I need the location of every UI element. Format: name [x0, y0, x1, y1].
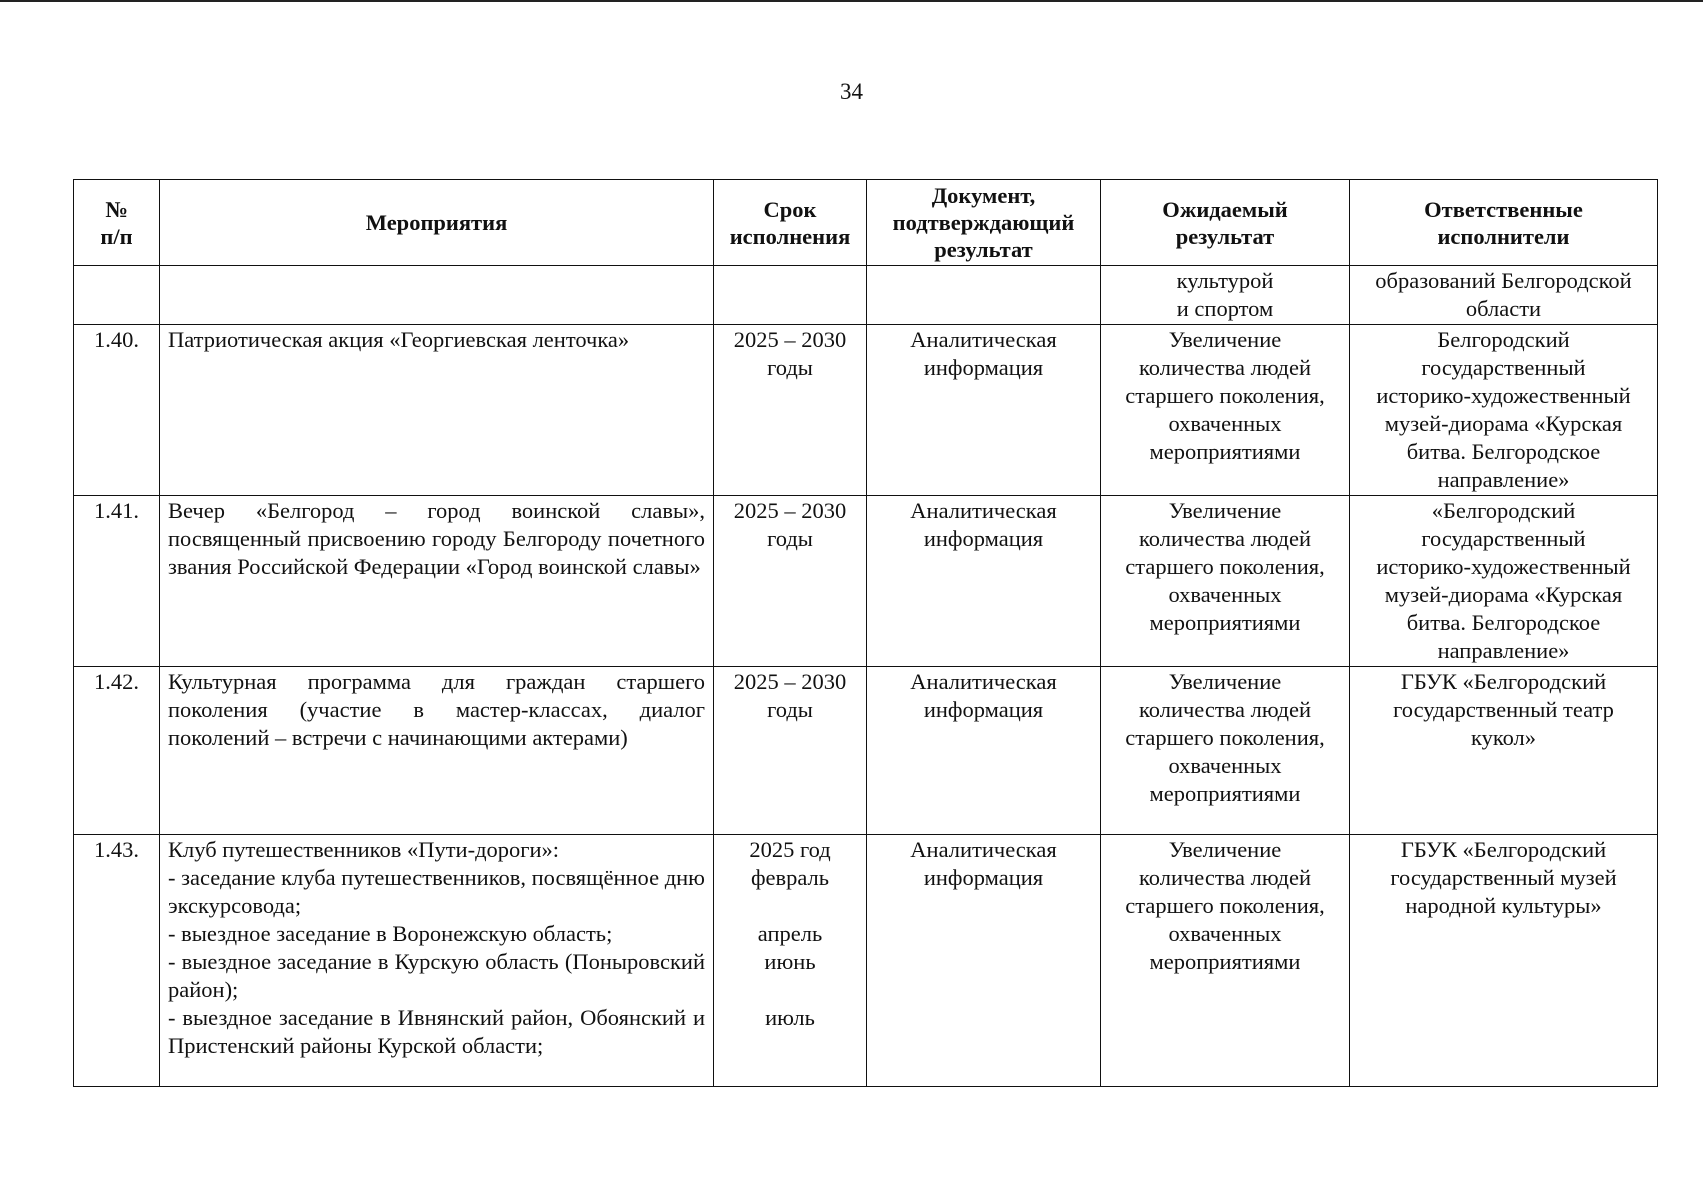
cell-result: Увеличение количества людей старшего поколения, охваченных мероприятиями	[1101, 835, 1350, 1087]
cell-term: 2025 – 2030 годы	[714, 496, 867, 667]
cell-document: Аналитическая информация	[867, 667, 1101, 835]
table-row	[74, 835, 1658, 1087]
table-header-row	[74, 180, 1658, 266]
header-term: Срок исполнения	[714, 180, 867, 266]
cell-event: Культурная программа для граждан старшего поколения (участие в мастер-классах, диалог поколений – встречи с начинающими актерами)	[160, 667, 714, 835]
header-document: Документ, подтверждающий результат	[867, 180, 1101, 266]
cell-term: 2025 год февраль апрель июнь июль	[714, 835, 867, 1087]
cell-result: Увеличение количества людей старшего поколения, охваченных мероприятиями	[1101, 325, 1350, 496]
table-row	[74, 667, 1658, 835]
cell-result: культурой и спортом	[1101, 266, 1350, 325]
cell-document: Аналитическая информация	[867, 835, 1101, 1087]
cell-term: 2025 – 2030 годы	[714, 325, 867, 496]
continuation-row	[74, 266, 1658, 325]
cell-event: Клуб путешественников «Пути-дороги»: - заседание клуба путешественников, посвящённое дню экскурсовода; - выездное заседание в Воронежскую область; - выездное заседание в Курскую область (Поныровский район); - выездное заседание в Ивнянский район, Обоянский и Пристенский районы Курской области;	[160, 835, 714, 1087]
header-responsible: Ответственные исполнители	[1350, 180, 1658, 266]
cell-event	[160, 266, 714, 325]
header-result: Ожидаемый результат	[1101, 180, 1350, 266]
cell-responsible: ГБУК «Белгородский государственный театр кукол»	[1350, 667, 1658, 835]
page-number: 34	[840, 79, 863, 104]
table-row	[74, 496, 1658, 667]
cell-document	[867, 266, 1101, 325]
cell-number: 1.42.	[74, 667, 160, 835]
table-row	[74, 325, 1658, 496]
cell-number: 1.41.	[74, 496, 160, 667]
header-number: № п/п	[74, 180, 160, 266]
cell-event: Вечер «Белгород – город воинской славы», посвященный присвоению городу Белгороду почетного звания Российской Федерации «Город воинской славы»	[160, 496, 714, 667]
cell-responsible: ГБУК «Белгородский государственный музей народной культуры»	[1350, 835, 1658, 1087]
cell-term	[714, 266, 867, 325]
cell-result: Увеличение количества людей старшего поколения, охваченных мероприятиями	[1101, 667, 1350, 835]
cell-number: 1.43.	[74, 835, 160, 1087]
cell-document: Аналитическая информация	[867, 496, 1101, 667]
cell-number: 1.40.	[74, 325, 160, 496]
events-table	[73, 179, 1658, 1087]
cell-document: Аналитическая информация	[867, 325, 1101, 496]
cell-responsible: образований Белгородской области	[1350, 266, 1658, 325]
cell-number	[74, 266, 160, 325]
cell-responsible: «Белгородский государственный историко-художественный музей-диорама «Курская битва. Белгородское направление»	[1350, 496, 1658, 667]
cell-result: Увеличение количества людей старшего поколения, охваченных мероприятиями	[1101, 496, 1350, 667]
top-border-line	[0, 0, 1703, 2]
cell-event: Патриотическая акция «Георгиевская ленточка»	[160, 325, 714, 496]
header-event: Мероприятия	[160, 180, 714, 266]
cell-responsible: Белгородский государственный историко-художественный музей-диорама «Курская битва. Белгородское направление»	[1350, 325, 1658, 496]
cell-term: 2025 – 2030 годы	[714, 667, 867, 835]
